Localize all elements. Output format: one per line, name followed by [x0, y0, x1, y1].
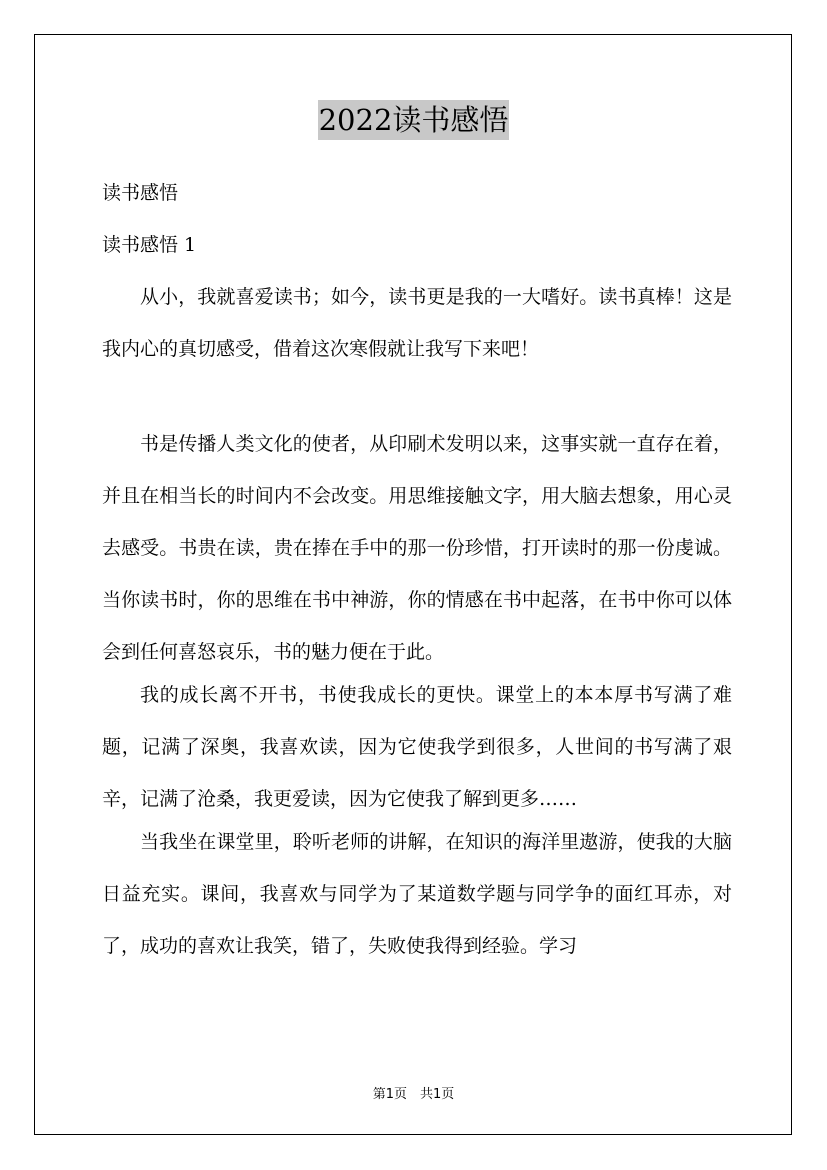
page-footer: 第1页 共1页: [372, 1087, 455, 1102]
paragraph-text: 我的成长离不开书，书使我成长的更快。课堂上的本本厚书写满了难题，记满了深奥，我喜欢读，因为它使我学到很多，人世间的书写满了艰辛，记满了沧桑，我更爱读，因为它使我了解到更多……: [102, 684, 732, 810]
paragraph-text: 书是传播人类文化的使者，从印刷术发明以来，这事实就一直存在着，并且在相当长的时间内不会改变。用思维接触文字，用大脑去想象，用心灵去感受。书贵在读，贵在捧在手中的那一份珍惜，打开读时的那一份虔诚。当你读书时，你的思维在书中神游，你的情感在书中起落，在书中你可以体会到任何喜怒哀乐，书的魅力便在于此。: [102, 433, 732, 663]
section-heading: 读书感悟: [102, 182, 179, 204]
document-body: [102, 176, 732, 972]
title-container: [0, 100, 827, 140]
section-subheading: 读书感悟 1: [102, 234, 197, 256]
document-title: 2022读书感悟: [318, 100, 510, 140]
paragraph-1: [102, 271, 732, 375]
paragraph-text: 当我坐在课堂里，聆听老师的讲解，在知识的海洋里遨游，使我的大脑日益充实。课间，我喜欢与同学为了某道数学题与同学争的面红耳赤，对了，成功的喜欢让我笑，错了，失败使我得到经验。学习: [102, 831, 732, 957]
paragraph-3: [102, 669, 732, 825]
paragraph-text: 从小，我就喜爱读书；如今，读书更是我的一大嗜好。读书真棒！这是我内心的真切感受，借着这次寒假就让我写下来吧！: [102, 286, 732, 360]
paragraph-4: [102, 816, 732, 972]
paragraph-2: [102, 418, 732, 678]
